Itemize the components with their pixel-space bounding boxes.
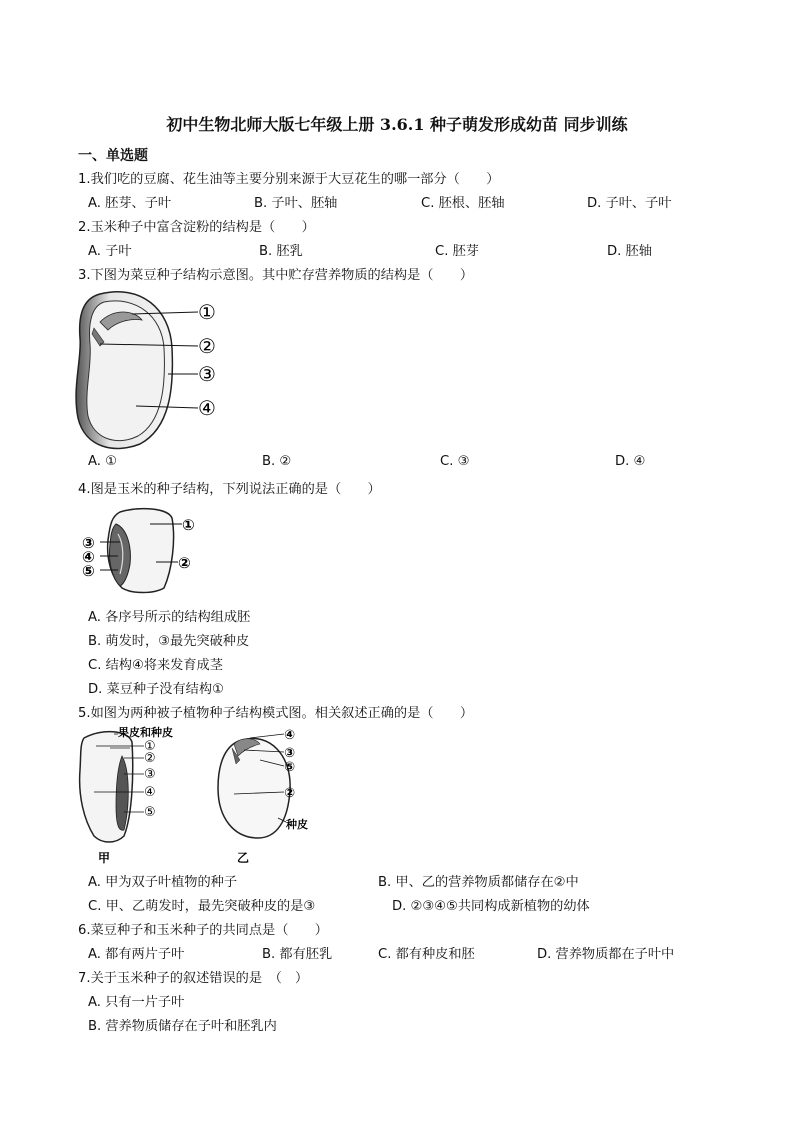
- q2-option-b[interactable]: B. 胚乳: [259, 244, 303, 259]
- corn-seed-diagram: [80, 504, 220, 599]
- q5-option-a[interactable]: A. 甲为双子叶植物的种子: [88, 875, 238, 890]
- q4-option-a[interactable]: A. 各序号所示的结构组成胚: [88, 610, 251, 625]
- q5-option-b[interactable]: B. 甲、乙的营养物质都储存在②中: [378, 875, 579, 890]
- q3-label-3: ③: [198, 362, 216, 386]
- q6-option-c[interactable]: C. 都有种皮和胚: [378, 947, 475, 962]
- q5-yi-caption: 乙: [237, 851, 250, 865]
- q5-jia-label-3: ③: [144, 767, 156, 782]
- question-2-stem: 2.玉米种子中富含淀粉的结构是（ ）: [78, 220, 315, 235]
- question-1-stem: 1.我们吃的豆腐、花生油等主要分别来源于大豆花生的哪一部分（ ）: [78, 172, 500, 187]
- question-3-stem: 3.下图为菜豆种子结构示意图。其中贮存营养物质的结构是（ ）: [78, 268, 474, 283]
- q5-jia-label-4: ④: [144, 785, 156, 800]
- q1-option-b[interactable]: B. 子叶、胚轴: [254, 196, 338, 211]
- q2-option-a[interactable]: A. 子叶: [88, 244, 132, 259]
- q5-jia-label-1: ①: [144, 739, 156, 754]
- q1-option-d[interactable]: D. 子叶、子叶: [587, 196, 672, 211]
- q7-option-b[interactable]: B. 营养物质储存在子叶和胚乳内: [88, 1019, 277, 1034]
- q4-label-4: ④: [82, 548, 95, 566]
- q1-option-a[interactable]: A. 胚芽、子叶: [88, 196, 172, 211]
- q5-jia-caption: 甲: [98, 851, 111, 865]
- q5-jia-label-2: ②: [144, 751, 156, 766]
- q5-yi-label-3: ③: [284, 746, 296, 761]
- q5-option-d[interactable]: D. ②③④⑤共同构成新植物的幼体: [392, 899, 590, 914]
- q5-jia-label-pericarp: 果皮和种皮: [118, 726, 173, 739]
- q3-option-a[interactable]: A. ①: [88, 454, 117, 469]
- q3-option-d[interactable]: D. ④: [615, 454, 646, 469]
- q5-yi-label-2: ②: [284, 786, 296, 801]
- q6-option-b[interactable]: B. 都有胚乳: [262, 947, 333, 962]
- q6-option-d[interactable]: D. 营养物质都在子叶中: [537, 947, 675, 962]
- q4-label-1: ①: [182, 516, 195, 534]
- q3-label-2: ②: [198, 334, 216, 358]
- question-6-stem: 6.菜豆种子和玉米种子的共同点是（ ）: [78, 923, 328, 938]
- q5-jia-label-5: ⑤: [144, 805, 156, 820]
- q5-yi-label-seedcoat: 种皮: [286, 818, 308, 831]
- q3-option-b[interactable]: B. ②: [262, 454, 292, 469]
- q7-option-a[interactable]: A. 只有一片子叶: [88, 995, 185, 1010]
- q4-label-3: ③: [82, 534, 95, 552]
- q5-yi-label-5: ⑤: [284, 760, 296, 775]
- q5-option-c[interactable]: C. 甲、乙萌发时，最先突破种皮的是③: [88, 899, 316, 914]
- q4-label-5: ⑤: [82, 562, 95, 580]
- q2-option-c[interactable]: C. 胚芽: [435, 244, 479, 259]
- q5-yi-label-4: ④: [284, 728, 296, 743]
- q4-option-d[interactable]: D. 菜豆种子没有结构①: [88, 682, 224, 697]
- two-seeds-diagram: [74, 726, 314, 868]
- q1-option-c[interactable]: C. 胚根、胚轴: [421, 196, 505, 211]
- question-4-stem: 4.图是玉米的种子结构，下列说法正确的是（ ）: [78, 482, 381, 497]
- yi-bean-seed: [218, 738, 290, 838]
- q3-label-1: ①: [198, 300, 216, 324]
- jia-corn-seed: [80, 732, 133, 842]
- q3-option-c[interactable]: C. ③: [440, 454, 470, 469]
- q4-option-c[interactable]: C. 结构④将来发育成茎: [88, 658, 223, 673]
- document-title: 初中生物北师大版七年级上册 3.6.1 种子萌发形成幼苗 同步训练: [166, 115, 628, 134]
- corn-seed-shape: [108, 509, 174, 593]
- bean-seed-diagram: [70, 288, 230, 453]
- question-7-stem: 7.关于玉米种子的叙述错误的是 （ ）: [78, 971, 309, 986]
- q3-label-4: ④: [198, 396, 216, 420]
- question-5-stem: 5.如图为两种被子植物种子结构模式图。相关叙述正确的是（ ）: [78, 706, 474, 721]
- q2-option-d[interactable]: D. 胚轴: [607, 244, 652, 259]
- q6-option-a[interactable]: A. 都有两片子叶: [88, 947, 185, 962]
- bean-seed-shape: [76, 292, 172, 449]
- section-heading: 一、单选题: [78, 148, 148, 164]
- q4-label-2: ②: [178, 554, 191, 572]
- q4-option-b[interactable]: B. 萌发时，③最先突破种皮: [88, 634, 250, 649]
